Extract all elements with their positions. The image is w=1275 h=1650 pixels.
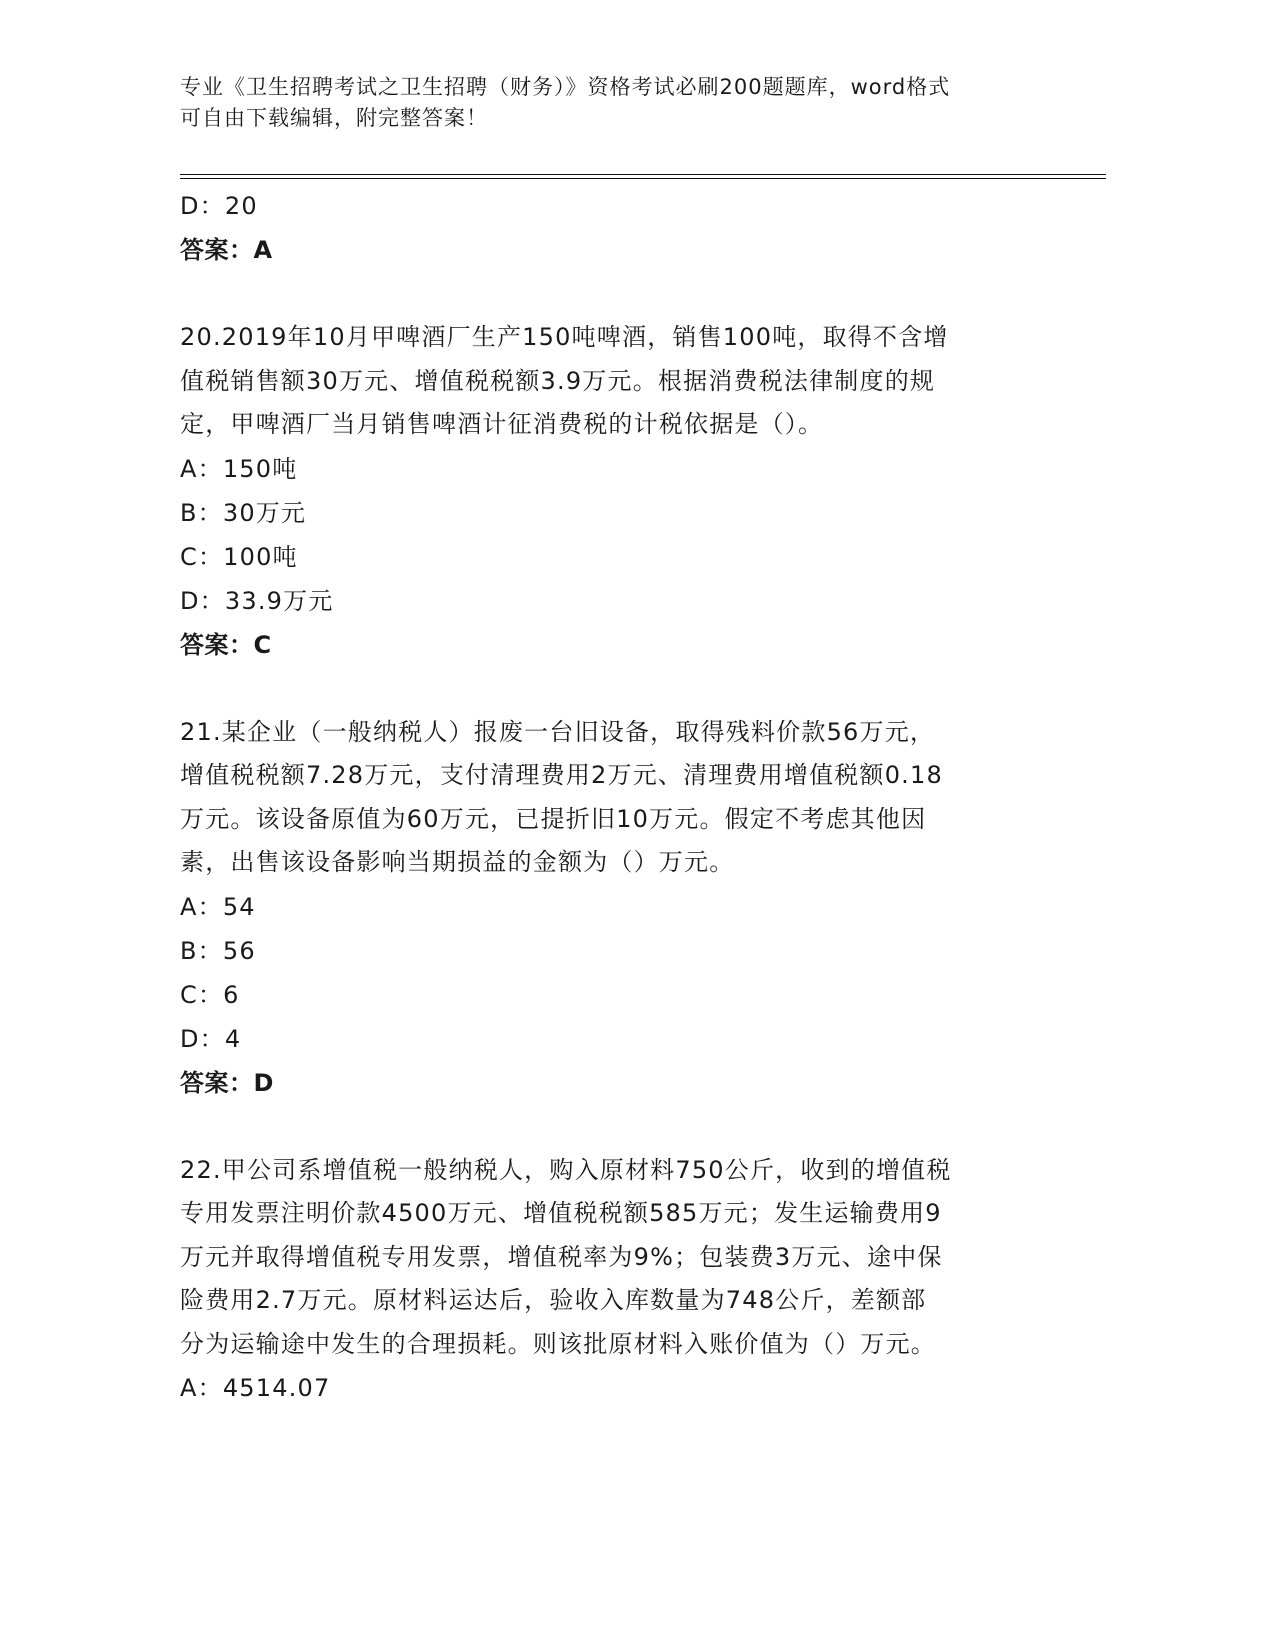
- answer-prev: 答案：A: [180, 236, 273, 264]
- question-21-option-b: B：56: [180, 936, 256, 965]
- question-20-option-b: B：30万元: [180, 498, 307, 527]
- question-21-stem-line: 增值税税额7.28万元，支付清理费用2万元、清理费用增值税额0.18: [180, 761, 943, 789]
- page-header: [180, 72, 1040, 134]
- header-divider: [180, 174, 1106, 179]
- question-22-stem-line: 分为运输途中发生的合理损耗。则该批原材料入账价值为（）万元。: [180, 1329, 936, 1358]
- question-21-option-c: C：6: [180, 980, 240, 1009]
- question-21: [180, 711, 1060, 1105]
- question-22-stem-line: 专用发票注明价款4500万元、增值税税额585万元；发生运输费用9: [180, 1199, 942, 1227]
- question-21-option-a: A：54: [180, 892, 256, 921]
- question-20-stem: [180, 316, 1060, 447]
- question-21-stem-line: 万元。该设备原值为60万元，已提折旧10万元。假定不考虑其他因: [180, 804, 927, 833]
- question-22-stem: [180, 1149, 1060, 1367]
- question-21-option-d: D：4: [180, 1024, 242, 1053]
- question-20-answer: 答案：C: [180, 630, 272, 659]
- question-20-option-a: A：150吨: [180, 454, 298, 483]
- question-22: [180, 1149, 1060, 1411]
- question-20-stem-line: 值税销售额30万元、增值税税额3.9万元。根据消费税法律制度的规: [180, 366, 936, 395]
- question-21-stem: [180, 711, 1060, 885]
- question-20-option-c: C：100吨: [180, 542, 298, 571]
- question-21-answer: 答案：D: [180, 1068, 274, 1097]
- question-22-stem-line: 22.甲公司系增值税一般纳税人，购入原材料750公斤，收到的增值税: [180, 1155, 952, 1184]
- question-22-stem-line: 险费用2.7万元。原材料运达后，验收入库数量为748公斤，差额部: [180, 1286, 927, 1314]
- question-22-stem-line: 万元并取得增值税专用发票，增值税率为9%；包装费3万元、途中保: [180, 1242, 943, 1271]
- question-content: [180, 184, 1060, 1410]
- option-d-prev: D：20: [180, 192, 258, 220]
- question-20-stem-line: 20.2019年10月甲啤酒厂生产150吨啤酒，销售100吨，取得不含增: [180, 323, 949, 351]
- question-20-option-d: D：33.9万元: [180, 586, 334, 615]
- question-20: [180, 316, 1060, 667]
- question-20-stem-line: 定，甲啤酒厂当月销售啤酒计征消费税的计税依据是（）。: [180, 410, 824, 438]
- question-21-stem-line: 21.某企业（一般纳税人）报废一台旧设备，取得残料价款56万元，: [180, 717, 936, 746]
- question-22-option-a: A：4514.07: [180, 1374, 331, 1402]
- header-line-2: 可自由下载编辑，附完整答案！: [180, 106, 488, 130]
- question-21-stem-line: 素，出售该设备影响当期损益的金额为（）万元。: [180, 848, 735, 876]
- header-line-1: 专业《卫生招聘考试之卫生招聘（财务）》资格考试必刷200题题库，word格式: [180, 75, 951, 99]
